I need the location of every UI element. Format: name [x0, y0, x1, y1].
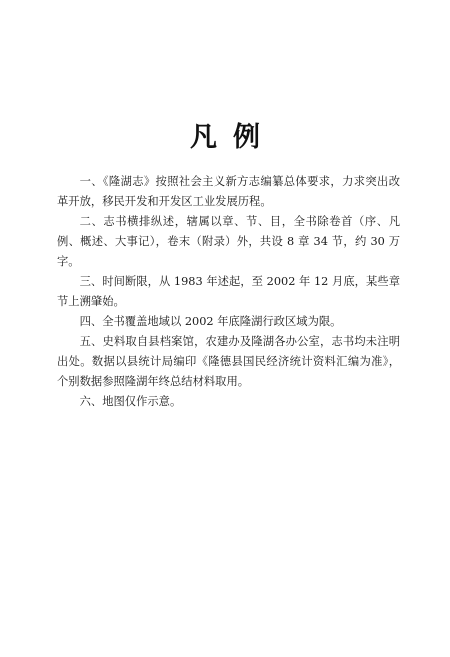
- document-body: [57, 172, 400, 412]
- paragraph-2: 二、志书横排纵述，辖属以章、节、目，全书除卷首（序、凡例、概述、大事记），卷末（附录）外，共设 8 章 34 节，约 30 万字。: [57, 215, 400, 268]
- paragraph-3: 三、时间断限，从 1983 年述起，至 2002 年 12 月底，某些章节上溯肇始。: [57, 275, 400, 308]
- paragraph-4: 四、全书覆盖地域以 2002 年底隆湖行政区域为限。: [79, 315, 342, 328]
- paragraph-6: 六、地图仅作示意。: [79, 395, 182, 408]
- paragraph-5: 五、史料取自县档案馆，农建办及隆湖各办公室，志书均未注明出处。数据以县统计局编印《隆德县国民经济统计资料汇编为准》，个别数据参照隆湖年终总结材料取用。: [57, 335, 400, 388]
- page-title: 凡例: [190, 122, 276, 153]
- paragraph-1: 一、《隆湖志》按照社会主义新方志编纂总体要求，力求突出改革开放，移民开发和开发区工业发展历程。: [57, 175, 400, 208]
